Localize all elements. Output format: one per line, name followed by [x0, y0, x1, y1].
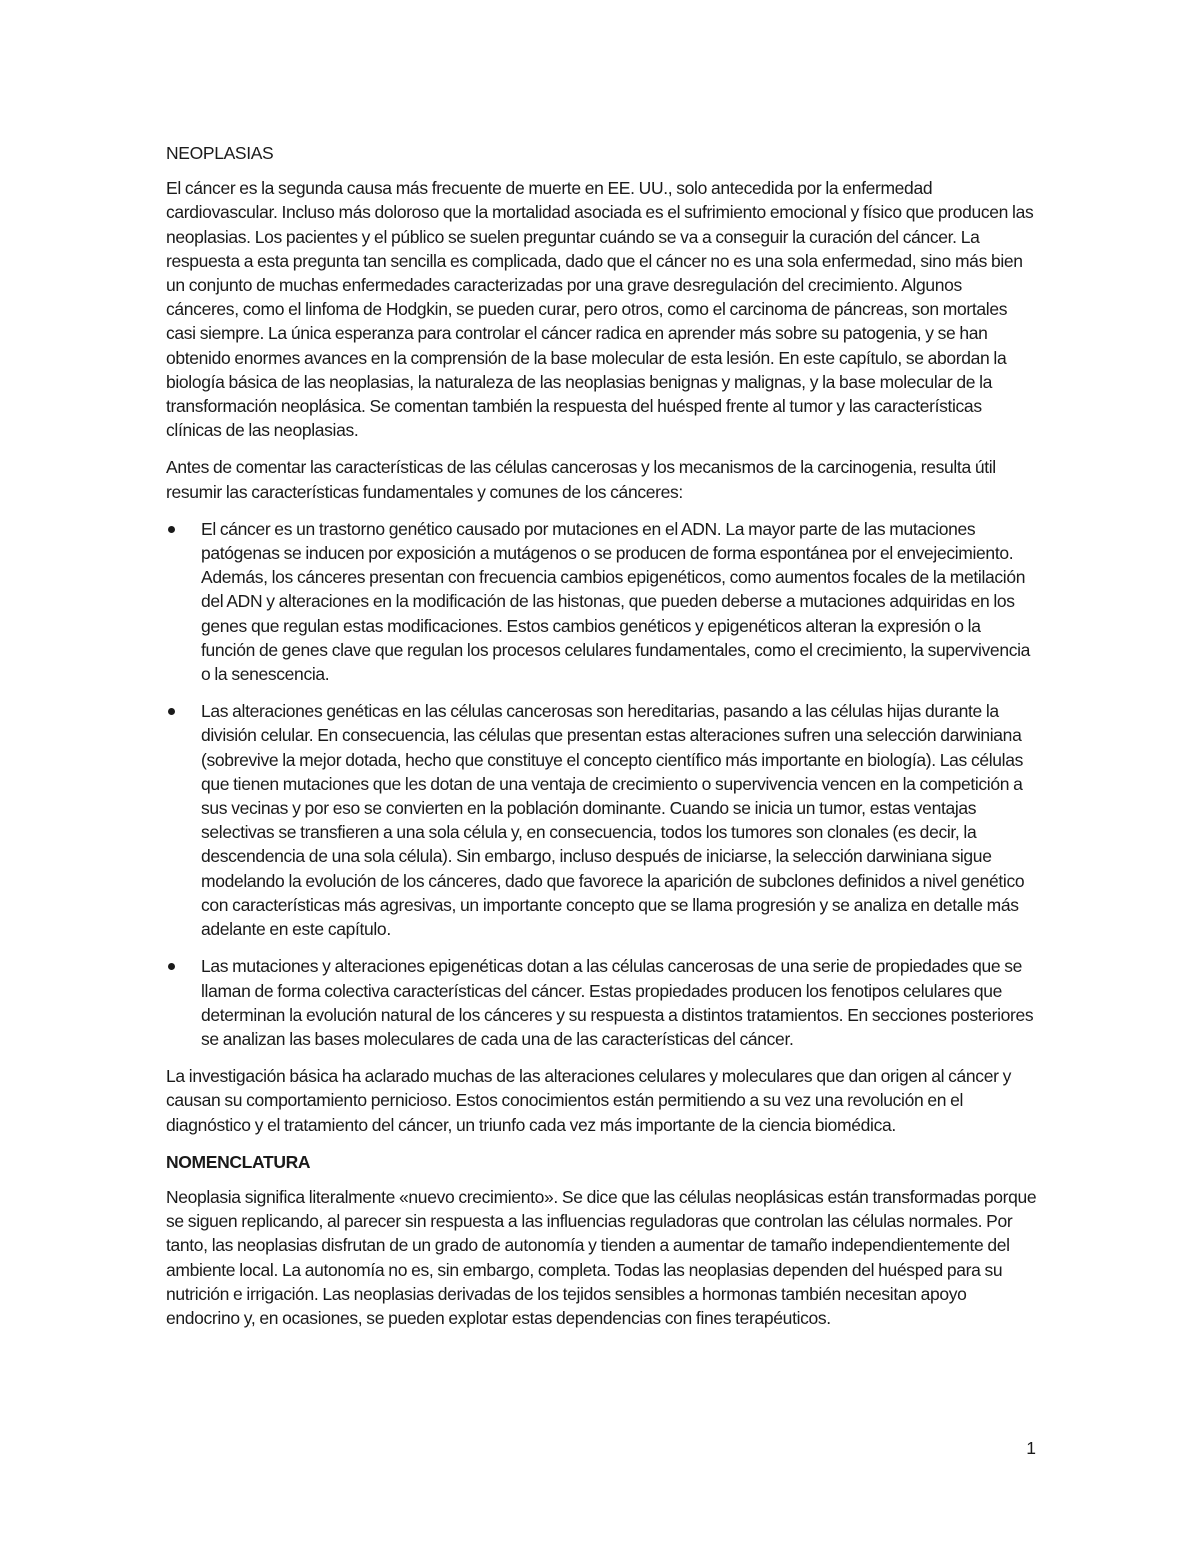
list-item	[166, 517, 1038, 686]
list-item	[166, 699, 1038, 941]
intro-paragraph: Antes de comentar las características de las células cancerosas y los mecanismos de la carcinogenia, resulta útil resumir las características fundamentales y comunes de los cánceres:	[166, 457, 996, 502]
section-heading: NOMENCLATURA	[166, 1151, 311, 1172]
bullet-icon	[168, 708, 175, 715]
list-item-text: Las alteraciones genéticas en las células cancerosas son hereditarias, pasando a las células hijas durante la división celular. En consecuencia, las células que presentan estas alteraciones sufren una selección darwiniana (sobrevive la mejor dotada, hecho que constituye el concepto científico más importante en biología). Las células que tienen mutaciones que les dotan de una ventaja de crecimiento o supervivencia vencen en la competición a sus vecinas y por eso se convierten en la población dominante. Cuando se inicia un tumor, estas ventajas selectivas se transfieren a una sola célula y, en consecuencia, todos los tumores son clonales (es decir, la descendencia de una sola célula). Sin embargo, incluso después de iniciarse, la selección darwiniana sigue modelando la evolución de los cánceres, dado que favorece la aparición de subclones definidos a nivel genético con características más agresivas, un importante concepto que se llama progresión y se analiza en detalle más adelante en este capítulo.	[201, 701, 1025, 940]
intro-paragraph: El cáncer es la segunda causa más frecuente de muerte en EE. UU., solo antecedida por la enfermedad cardiovascular. Incluso más doloroso que la mortalidad asociada es el sufrimiento emocional y físico que producen las neoplasias. Los pacientes y el público se suelen preguntar cuándo se va a conseguir la curación del cáncer. La respuesta a esta pregunta tan sencilla es complicada, dado que el cáncer no es una sola enfermedad, sino más bien un conjunto de muchas enfermedades caracterizadas por una grave desregulación del crecimiento. Algunos cánceres, como el linfoma de Hodgkin, se pueden curar, pero otros, como el carcinoma de páncreas, son mortales casi siempre. La única esperanza para controlar el cáncer radica en aprender más sobre su patogenia, y se han obtenido enormes avances en la comprensión de la base molecular de esta lesión. En este capítulo, se abordan la biología básica de las neoplasias, la naturaleza de las neoplasias benignas y malignas, y la base molecular de la transformación neoplásica. Se comentan también la respuesta del huésped frente al tumor y las características clínicas de las neoplasias.	[166, 178, 1034, 441]
bullet-icon	[168, 963, 175, 970]
list-item-text: El cáncer es un trastorno genético causado por mutaciones en el ADN. La mayor parte de las mutaciones patógenas se inducen por exposición a mutágenos o se producen de forma espontánea por el envejecimiento. Además, los cánceres presentan con frecuencia cambios epigenéticos, como aumentos focales de la metilación del ADN y alteraciones en la modificación de las histonas, que pueden deberse a mutaciones adquiridas en los genes que regulan estas modificaciones. Estos cambios genéticos y epigenéticos alteran la expresión o la función de genes clave que regulan los procesos celulares fundamentales, como el crecimiento, la supervivencia o la senescencia.	[201, 518, 1031, 685]
document-title: NEOPLASIAS	[166, 143, 274, 163]
bullet-list	[166, 517, 1038, 1051]
bullet-icon	[168, 526, 175, 533]
closing-paragraph: La investigación básica ha aclarado muchas de las alteraciones celulares y moleculares que dan origen al cáncer y causan su comportamiento pernicioso. Estos conocimientos están permitiendo a su vez una revolución en el diagnóstico y el tratamiento del cáncer, un triunfo cada vez más importante de la ciencia biomédica.	[166, 1066, 1011, 1135]
list-item	[166, 954, 1038, 1051]
section-paragraph: Neoplasia significa literalmente «nuevo crecimiento». Se dice que las células neoplásicas están transformadas porque se siguen replicando, al parecer sin respuesta a las influencias reguladoras que controlan las células normales. Por tanto, las neoplasias disfrutan de un grado de autonomía y tienden a aumentar de tamaño independientemente del ambiente local. La autonomía no es, sin embargo, completa. Todas las neoplasias dependen del huésped para su nutrición e irrigación. Las neoplasias derivadas de los tejidos sensibles a hormonas también necesitan apoyo endocrino y, en ocasiones, se pueden explotar estas dependencias con fines terapéuticos.	[166, 1186, 1037, 1328]
list-item-text: Las mutaciones y alteraciones epigenéticas dotan a las células cancerosas de una serie de propiedades que se llaman de forma colectiva características del cáncer. Estas propiedades producen los fenotipos celulares que determinan la evolución natural de los cánceres y su respuesta a distintos tratamientos. En secciones posteriores se analizan las bases moleculares de cada una de las características del cáncer.	[201, 956, 1034, 1049]
document-body	[166, 141, 1038, 1343]
page-number: 1	[1026, 1438, 1036, 1458]
